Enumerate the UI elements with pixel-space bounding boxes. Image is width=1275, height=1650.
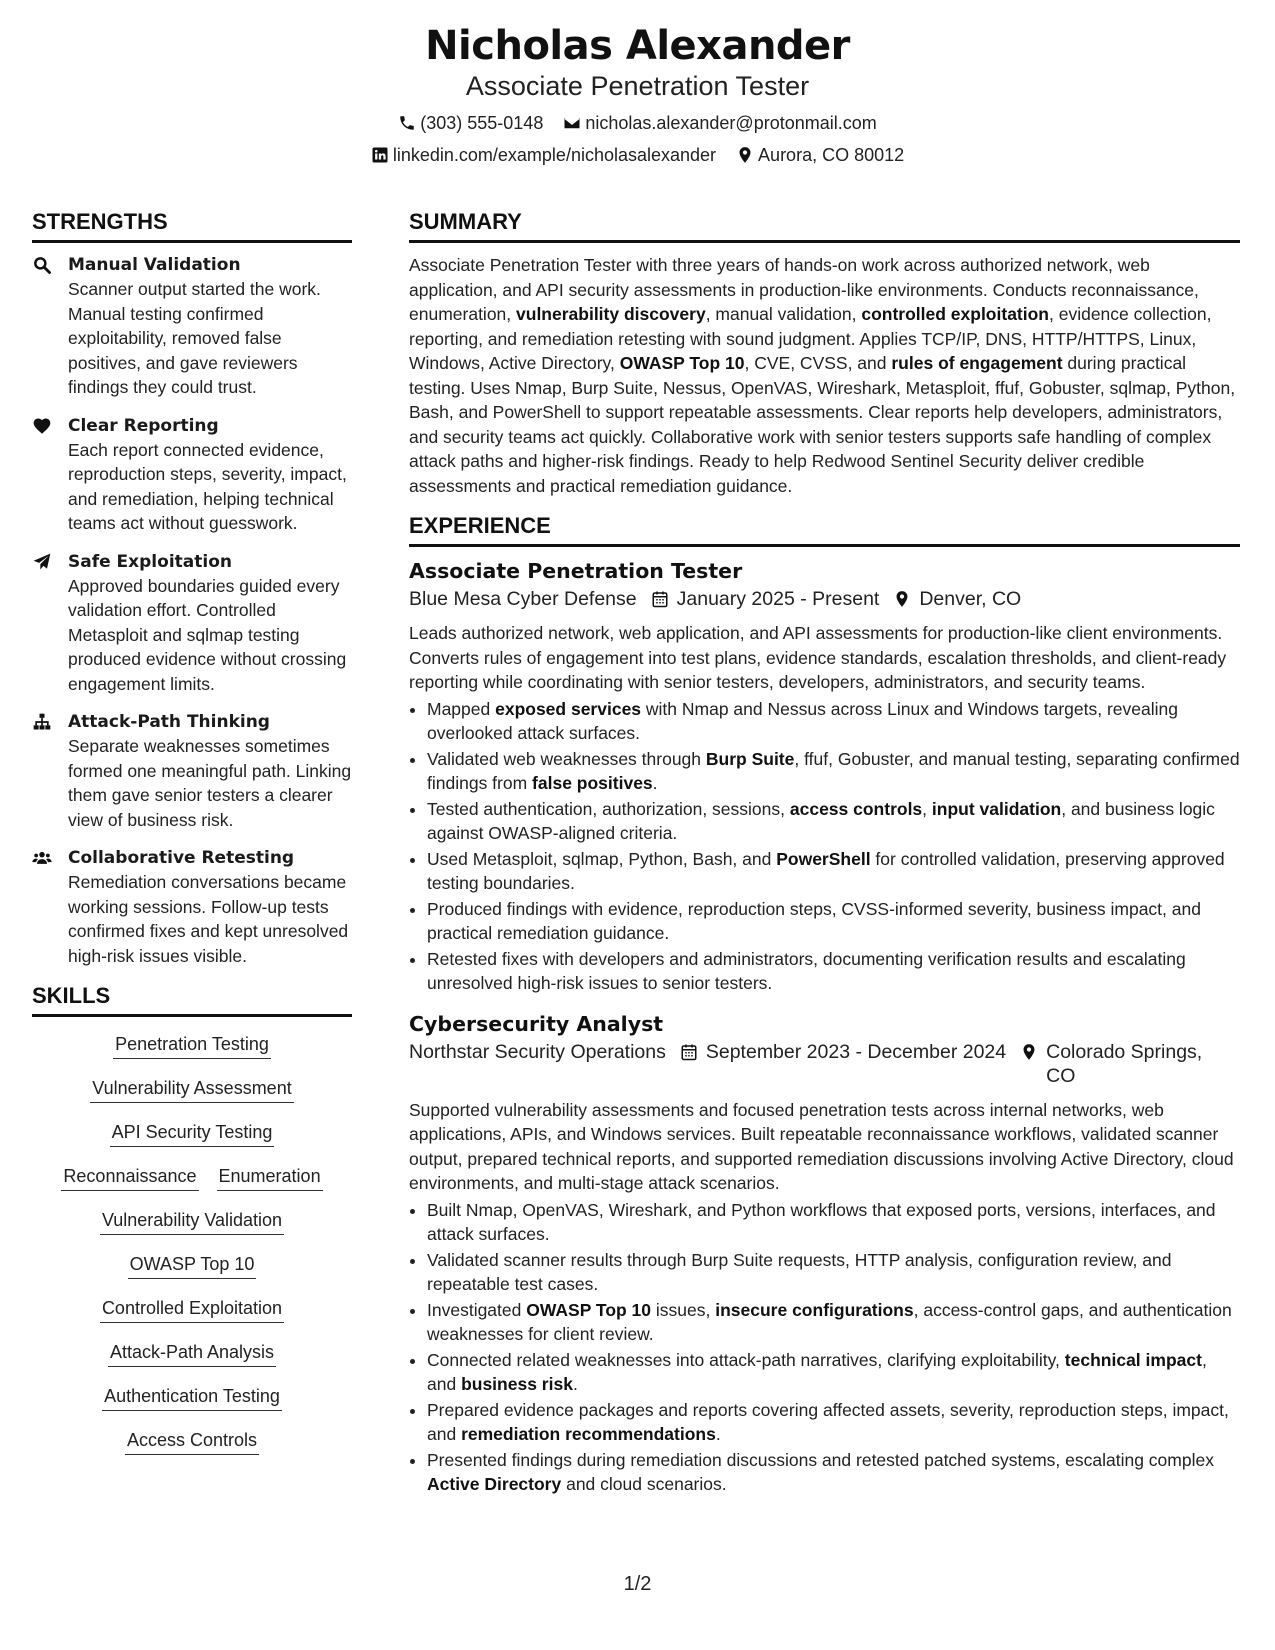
job-location — [893, 587, 1021, 611]
strength-item — [32, 253, 352, 400]
emphasis-text: remediation recommendations — [461, 1424, 716, 1444]
skill-tag: OWASP Top 10 — [128, 1253, 257, 1279]
text-segment: for controlled validation, preserving approved testing boundaries. — [427, 848, 1225, 893]
text-segment: with Nmap and Nessus across Linux and Windows targets, revealing overlooked attack surfaces. — [427, 698, 1178, 743]
text-segment: Validated web weaknesses through — [427, 748, 706, 769]
emphasis-text: Active Directory — [427, 1474, 562, 1494]
job-bullets — [409, 1198, 1240, 1497]
calendar-icon — [651, 589, 669, 609]
skill-row — [32, 1033, 352, 1059]
left-column — [32, 208, 352, 1473]
skill-row — [32, 1121, 352, 1147]
text-segment: . — [652, 773, 658, 793]
text-segment: Built Nmap, OpenVAS, Wireshark, and Python workflows that exposed ports, versions, interfaces, and attack surfaces. — [427, 1199, 1216, 1244]
text-segment: and cloud scenarios. — [561, 1474, 727, 1494]
text-segment: Prepared evidence packages and reports covering affected assets, severity, reproduction steps, impact, and — [427, 1399, 1229, 1444]
location-text: Colorado Springs, CO — [1046, 1040, 1203, 1087]
skill-row — [32, 1429, 352, 1455]
skill-row — [32, 1209, 352, 1235]
job-location — [1020, 1040, 1210, 1088]
map-marker-icon — [1020, 1042, 1038, 1062]
job-bullet — [427, 1248, 1240, 1297]
job-meta — [409, 587, 1240, 611]
email-contact[interactable] — [563, 112, 876, 134]
company-name: Blue Mesa Cyber Defense — [409, 588, 637, 610]
job-bullet — [427, 947, 1240, 996]
strength-description: Each report connected evidence, reproduction steps, severity, impact, and remediation, helping technical teams act without guesswork. — [68, 439, 347, 533]
job-bullet — [427, 797, 1240, 846]
job-meta — [409, 1040, 1240, 1088]
text-segment: Validated scanner results through Burp Suite requests, HTTP analysis, configuration review, and repeatable test cases. — [427, 1249, 1172, 1294]
job-bullet — [427, 747, 1240, 796]
skill-tag: Controlled Exploitation — [100, 1297, 284, 1323]
users-icon — [32, 848, 52, 868]
skill-row — [32, 1253, 352, 1279]
text-segment: , ffuf, Gobuster, and manual testing, separating confirmed findings from — [427, 748, 1240, 793]
emphasis-text: business risk — [461, 1374, 573, 1394]
strength-title: Collaborative Retesting — [68, 848, 295, 868]
text-segment: , — [922, 798, 932, 819]
text-segment: Investigated — [427, 1299, 527, 1320]
text-segment: , manual validation, — [705, 304, 862, 324]
job-title: Associate Penetration Tester — [409, 559, 743, 583]
skill-tag: Attack-Path Analysis — [108, 1341, 276, 1367]
emphasis-text: rules of engagement — [891, 353, 1063, 373]
skills-heading: SKILLS — [32, 982, 352, 1017]
text-segment: , and business logic against OWASP-aligned criteria. — [427, 798, 1215, 843]
emphasis-text: vulnerability discovery — [516, 304, 706, 324]
strength-description: Remediation conversations became working sessions. Follow-up tests confirmed fixes and kept unresolved high-risk issues visible. — [68, 872, 349, 966]
summary-text — [409, 253, 1240, 498]
summary-heading: SUMMARY — [409, 208, 1240, 243]
candidate-name: Nicholas Alexander — [425, 23, 850, 69]
text-segment: Tested authentication, authorization, sessions, — [427, 798, 790, 819]
linkedin-icon — [371, 146, 389, 164]
job-bullet — [427, 897, 1240, 946]
company-name: Northstar Security Operations — [409, 1040, 666, 1063]
job-bullet — [427, 847, 1240, 896]
emphasis-text: controlled exploitation — [861, 304, 1049, 324]
skill-tag: Vulnerability Assessment — [90, 1077, 293, 1103]
email-text: nicholas.alexander@protonmail.com — [585, 113, 877, 133]
job-dates — [651, 587, 880, 611]
strength-title: Clear Reporting — [68, 415, 219, 436]
emphasis-text: Burp Suite — [705, 748, 795, 769]
job-bullet — [427, 1348, 1240, 1397]
text-segment: . — [572, 1374, 578, 1394]
emphasis-text: PowerShell — [776, 848, 871, 869]
contact-row-1 — [0, 112, 1275, 134]
strength-title: Safe Exploitation — [68, 551, 232, 572]
job-dates — [680, 1040, 1006, 1064]
text-segment: , evidence collection, reporting, and remediation retesting with sound judgment. Applies TCP/IP, DNS, HTTP/HTTPS, Linux, Windows, Active Directory, — [409, 304, 1212, 373]
text-segment: Mapped — [427, 698, 496, 719]
skill-row — [32, 1341, 352, 1367]
text-segment: issues, — [651, 1299, 716, 1320]
job-bullet — [427, 1198, 1240, 1247]
text-segment: , and — [427, 1349, 1207, 1394]
emphasis-text: input validation — [931, 798, 1062, 819]
job-description: Leads authorized network, web application, and API assessments for production-like client environments. Converts rules of engagement into test plans, evidence standards, escalation thresholds, and client-ready reporting while coordinating with senior testers, developers, administrators, and security teams. — [409, 623, 1227, 692]
job-bullet — [427, 1398, 1240, 1447]
strength-description: Scanner output started the work. Manual testing confirmed exploitability, removed false positives, and gave reviewers findings they could trust. — [68, 279, 321, 397]
job-bullets — [409, 697, 1240, 996]
job-entry — [409, 1010, 1240, 1497]
experience-heading: EXPERIENCE — [409, 512, 1240, 547]
phone-text: (303) 555-0148 — [420, 113, 544, 133]
text-segment: , CVE, CVSS, and — [744, 353, 892, 373]
paper-plane-icon — [32, 552, 52, 572]
job-company — [409, 587, 637, 611]
emphasis-text: insecure configurations — [715, 1299, 914, 1320]
text-segment: Used Metasploit, sqlmap, Python, Bash, and — [427, 848, 777, 869]
location-text: Denver, CO — [919, 588, 1022, 610]
skill-row — [32, 1077, 352, 1103]
text-segment: Associate Penetration Tester with three years of hands-on work across authorized network, web application, and API security assessments in production-like environments. Conducts reconnaissance, enumeration, — [409, 255, 1199, 324]
contact-row-2 — [0, 144, 1275, 166]
text-segment: during practical testing. Uses Nmap, Burp Suite, Nessus, OpenVAS, Wireshark, Metasploit, ffuf, Gobuster, sqlmap, Python, Bash, and PowerShell to support repeatable assessments. Clear reports help developers, administrators, and security teams act quickly. Collaborative work with senior testers supports safe handling of complex attack paths and higher-risk findings. Ready to help Redwood Sentinel Security deliver credible assessments and practical remediation guidance. — [409, 353, 1236, 496]
phone-icon — [398, 114, 416, 132]
job-bullet — [427, 697, 1240, 746]
strength-item — [32, 414, 352, 536]
sitemap-icon — [32, 712, 52, 732]
skill-tag: Reconnaissance — [61, 1165, 198, 1191]
map-marker-icon — [736, 146, 754, 164]
job-bullet — [427, 1298, 1240, 1347]
linkedin-contact[interactable] — [371, 144, 716, 166]
page-indicator: 1/2 — [623, 1573, 652, 1595]
search-icon — [32, 255, 52, 275]
skill-row — [32, 1385, 352, 1411]
location-contact — [736, 144, 904, 166]
date-range: September 2023 - December 2024 — [705, 1040, 1007, 1063]
text-segment: , access-control gaps, and authentication weaknesses for client review. — [427, 1299, 1232, 1344]
strength-item — [32, 710, 352, 832]
calendar-icon — [680, 1042, 698, 1062]
date-range: January 2025 - Present — [676, 588, 880, 610]
emphasis-text: exposed services — [495, 698, 642, 719]
skill-tag: Vulnerability Validation — [100, 1209, 284, 1235]
skill-tag: API Security Testing — [110, 1121, 275, 1147]
job-title: Cybersecurity Analyst — [409, 1011, 664, 1036]
emphasis-text: false positives — [532, 773, 653, 793]
job-entry — [409, 557, 1240, 996]
emphasis-text: OWASP Top 10 — [619, 353, 745, 373]
emphasis-text: access controls — [789, 798, 923, 819]
skill-tag: Enumeration — [217, 1165, 323, 1191]
emphasis-text: technical impact — [1064, 1349, 1202, 1370]
strengths-heading: STRENGTHS — [32, 208, 352, 243]
skills-list — [32, 1027, 352, 1455]
text-segment: Produced findings with evidence, reproduction steps, CVSS-informed severity, business impact, and practical remediation guidance. — [427, 898, 1201, 943]
heart-icon — [32, 416, 52, 436]
strength-item — [32, 846, 352, 968]
linkedin-text: linkedin.com/example/nicholasalexander — [392, 145, 717, 165]
strength-description: Approved boundaries guided every validation effort. Controlled Metasploit and sqlmap testing produced evidence without crossing engagement limits. — [68, 575, 347, 694]
strength-description: Separate weaknesses sometimes formed one meaningful path. Linking them gave senior testers a clearer view of business risk. — [68, 736, 352, 830]
candidate-title: Associate Penetration Tester — [465, 71, 810, 101]
emphasis-text: OWASP Top 10 — [526, 1299, 652, 1320]
strength-title: Manual Validation — [68, 255, 241, 275]
envelope-icon — [563, 114, 581, 132]
job-bullet — [427, 1448, 1240, 1497]
text-segment: . — [715, 1424, 721, 1444]
location-text: Aurora, CO 80012 — [758, 145, 905, 165]
text-segment: Connected related weaknesses into attack-path narratives, clarifying exploitability, — [427, 1349, 1065, 1370]
strength-title: Attack-Path Thinking — [68, 712, 270, 732]
skill-row — [32, 1165, 352, 1191]
map-marker-icon — [893, 589, 911, 609]
phone-contact[interactable] — [398, 112, 543, 134]
job-company — [409, 1040, 666, 1064]
skill-tag: Penetration Testing — [113, 1033, 271, 1059]
skill-row — [32, 1297, 352, 1323]
right-column — [409, 208, 1240, 1498]
skill-tag: Access Controls — [125, 1429, 259, 1455]
text-segment: Retested fixes with developers and administrators, documenting verification results and escalating unresolved high-risk issues to senior testers. — [427, 948, 1186, 993]
resume-header — [0, 22, 1275, 166]
skill-tag: Authentication Testing — [102, 1385, 282, 1411]
job-description: Supported vulnerability assessments and focused penetration tests across internal networks, web applications, APIs, and Windows services. Built repeatable reconnaissance workflows, validated scanner output, prepared technical reports, and supported remediation discussions involving Active Directory, cloud environments, and multi-stage attack scenarios. — [409, 1099, 1234, 1193]
strength-item — [32, 550, 352, 697]
text-segment: Presented findings during remediation discussions and retested patched systems, escalating complex — [427, 1449, 1214, 1470]
